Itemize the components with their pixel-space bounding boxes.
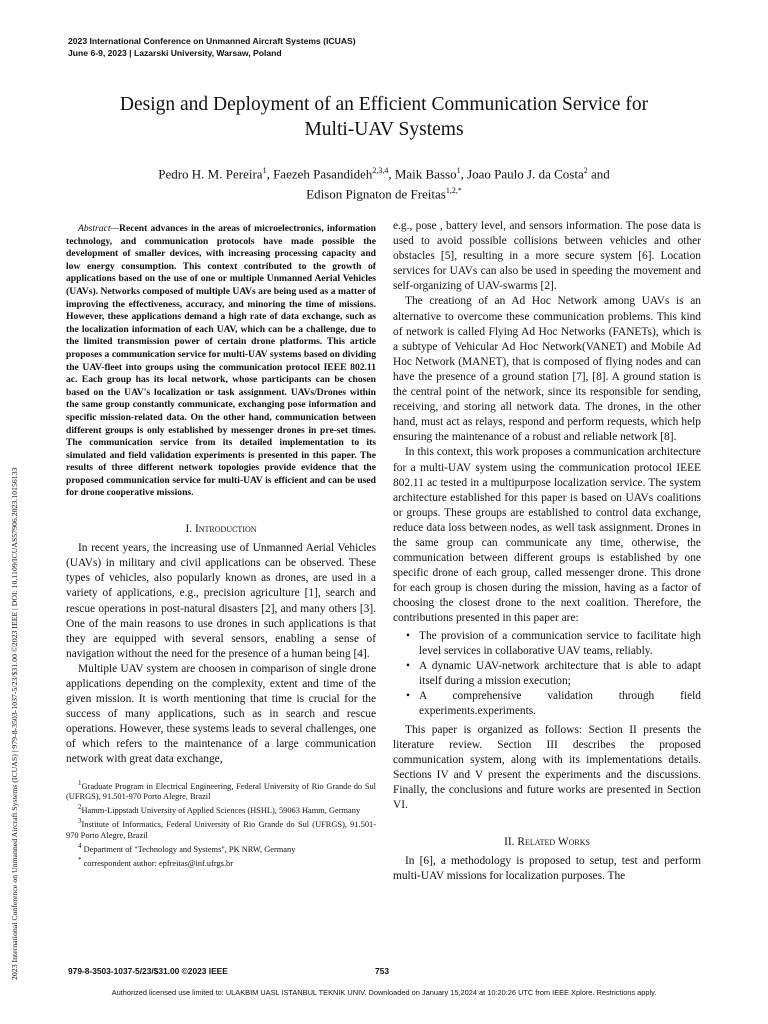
title-line-1: Design and Deployment of an Efficient Communication Service for bbox=[119, 94, 649, 115]
author-name: Faezeh Pasandideh bbox=[273, 166, 373, 182]
list-item: • A comprehensive validation through field experiments.experiments. bbox=[419, 689, 701, 719]
paragraph: The creationg of an Ad Hoc Network among UAVs is an alternative to overcome these communication problems. This kind of network is called Flying Ad Hoc Networks (FANETs), which is a subtype of Vehicular Ad Hoc Network(VANET) and Mobile Ad Hoc Network (MANET), that is composed of flying nodes and can have the presence of a ground station [7], [8]. A ground station is the central point of the network, since its responsible for sending, receiving, and storing all network data. The drones, in the other hand, must act as relays, respond and perform requests, which help ensuring the maintenance of a robust and reliable network [8]. bbox=[393, 295, 701, 444]
footnote-text: Institute of Informatics, Federal University of Rio Grande do Sul (UFRGS), 91.501-970 Porto Alegre, Brazil bbox=[66, 820, 376, 840]
section-number: I. bbox=[185, 523, 193, 536]
footnote-mark: 3 bbox=[78, 817, 82, 826]
footnote-text: Graduate Program in Electrical Engineering, Federal University of Rio Grande do Sul (UFRGS), 91.501-970 Porto Alegre, Brazil bbox=[66, 781, 376, 801]
footnote-mark: 1 bbox=[78, 778, 82, 787]
author-affiliation: 1,2,* bbox=[445, 186, 462, 196]
abstract-label: Abstract bbox=[78, 223, 111, 234]
section-title: Related Works bbox=[517, 836, 590, 849]
footnote-mark: 4 bbox=[78, 841, 82, 850]
footnote-mark: 2 bbox=[78, 803, 82, 812]
author-affiliation: 1 bbox=[456, 166, 461, 175]
list-item: • A dynamic UAV-network architecture that is able to adapt itself during a mission execution; bbox=[419, 659, 701, 689]
paragraph: e.g., pose , battery level, and sensors information. The pose data is used to avoid possible collisions between vehicles and other obstacles [5], resulting in a more secure system [6]. Location services for UAVs can also be used in speeding the movement and self-organizing of UAV-swarms [2]. bbox=[393, 220, 701, 293]
abstract bbox=[66, 223, 376, 500]
abstract-dash: — bbox=[110, 223, 120, 234]
paragraph: In recent years, the increasing use of Unmanned Aerial Vehicles (UAVs) in military and civil applications can be observed. These types of vehicles, also popularly known as drones, are used in a variety of applications, e.g., precision agriculture [1], search and rescue operations in post-natural disasters [2], and many others [3]. One of the main reasons to use drones in such applications is that they are equipped with several sensors, enabling a sense of navigation without the need for the presence of a human being [4]. bbox=[66, 542, 376, 660]
page-number: 753 bbox=[375, 966, 389, 976]
author-name: Edison Pignaton de Freitas bbox=[306, 186, 446, 202]
paragraph: In this context, this work proposes a communication architecture for a multi-UAV system using the communication protocol IEEE 802.11 ac tested in a multipurpose localization service. The system architecture established for this paper is based on UAVs coalitions or groups. These groups are established to control data exchange, reduce data loss between nodes, as well task assignment. Drones in the same group can communicate any time, otherwise, the communication between different groups is established by one specific drone of each group, called messenger drone. This drone for each group is chosen during the mission, having as a factor of choosing the closest drone to the next coalition. Therefore, the contributions presented in this paper are: bbox=[393, 446, 701, 625]
footnote-text: Hamm-Lippstadt University of Applied Sciences (HSHL), 59063 Hamm, Germany bbox=[81, 805, 361, 815]
list-item: • The provision of a communication service to facilitate high level services in collaborative UAV teams, reliably. bbox=[419, 629, 701, 659]
footnote-text: Department of "Technology and Systems", PK NRW, Germany bbox=[83, 844, 296, 854]
section-number: II. bbox=[504, 836, 515, 849]
footer-isbn: 979-8-3503-1037-5/23/$31.00 ©2023 IEEE bbox=[68, 966, 228, 976]
contributions-list bbox=[393, 629, 701, 719]
footnote bbox=[66, 816, 376, 841]
author-list: Pedro H. M. Pereira$^1$, Faezeh Pasandideh$^{2,3,4}$, Maik Basso$^1$, Joao Paulo J. da Costa$^2$ and Edison Pignaton de Freitas$^{1,2,*}$ bbox=[158, 166, 610, 202]
paragraph: In [6], a methodology is proposed to setup, test and perform multi-UAV missions for localization purposes. The bbox=[393, 855, 701, 883]
license-notice: Authorized licensed use limited to: ULAKBIM UASL ISTANBUL TEKNIK UNIV. Downloaded on January 15,2024 at 10:20:26 UTC from IEEE Xplore. Restrictions apply. bbox=[111, 988, 657, 997]
section-title: Introduction bbox=[194, 523, 257, 536]
section-heading-related-works bbox=[393, 835, 701, 850]
author-affiliation: 2 bbox=[583, 166, 588, 175]
conference-date-venue: June 6-9, 2023 | Lazarski University, Warsaw, Poland bbox=[68, 48, 282, 58]
right-column bbox=[393, 219, 701, 884]
sidebar-doi-strip: 2023 International Conference on Unmanned Aircraft Systems (ICUAS) | 979-8-3503-1037-5/23/$31.00 ©2023 IEEE | DOI: 10.1109/ICUAS57906.2023.10156133 bbox=[10, 467, 19, 980]
author-name: Pedro H. M. Pereira bbox=[158, 166, 263, 182]
footnote bbox=[66, 778, 376, 803]
author-affiliation: 1 bbox=[262, 166, 267, 175]
conference-name: 2023 International Conference on Unmanned Aircraft Systems (ICUAS) bbox=[68, 36, 356, 46]
author-conjunction: and bbox=[590, 166, 610, 182]
title-line-2: Multi-UAV Systems bbox=[304, 119, 464, 140]
footnote bbox=[66, 841, 376, 855]
abstract-text: Recent advances in the areas of microelectronics, information technology, and communication protocols have made possible the development of smaller devices, with increasing processing capacity and low energy consumption. This context contributed to the growth of applications based on the use of one or multiple Unmanned Aerial Vehicles (UAVs). Networks composed of multiple UAVs are being used as a matter of improving the effectiveness, accuracy, and minoring the time of missions. However, these applications demand a high rate of data exchange, such as the localization information of each UAV, which can be a challenge, due to the limited transmission power of certain drone platforms. This article proposes a communication service for multi-UAV systems based on dividing the UAV-fleet into groups using the communication protocol IEEE 802.11 ac. Each group has its local network, whose participants can be chosen based on the UAV's localization or task assignment. UAVs/Drones within the same group constantly communicate, exchanging pose information and specific mission-related data. On the other hand, communication between different groups is only established by messenger drones in pre-set times. The communication service from its detailed implementation to its simulated and field validation experiments is presented in this paper. The results of three different network topologies provide evidence that the proposed communication service for multi-UAV is efficient and can be used for drone cooperative missions. bbox=[66, 223, 376, 499]
author-affiliation: 2,3,4 bbox=[372, 166, 389, 175]
paper-title bbox=[40, 92, 728, 142]
footnote-text: correspondent author: epfreitas@inf.ufrgs.br bbox=[83, 858, 234, 868]
footnote bbox=[66, 855, 376, 869]
paragraph: Multiple UAV system are choosen in comparison of single drone applications depending on the complexity, extent and time of the given mission. It is worth mentioning that time is crucial for the success of many applications, such as in search and rescue operations. However, these systems leads to several challenges, one of which refers to the maintenance of a large communication network with great data exchange, bbox=[66, 662, 376, 766]
section-heading-introduction bbox=[66, 522, 376, 537]
author-name: Joao Paulo J. da Costa bbox=[467, 166, 584, 182]
footnote bbox=[66, 802, 376, 816]
paragraph: This paper is organized as follows: Section II presents the literature review. Section III describes the proposed communication system, along with its implementations details. Sections IV and V present the experiments and the discussions. Finally, the conclusions and future works are presented in Section VI. bbox=[393, 723, 701, 811]
left-column bbox=[66, 223, 376, 869]
footnote-mark: * bbox=[78, 856, 82, 865]
author-name: Maik Basso bbox=[394, 166, 457, 182]
conference-header bbox=[68, 35, 356, 59]
